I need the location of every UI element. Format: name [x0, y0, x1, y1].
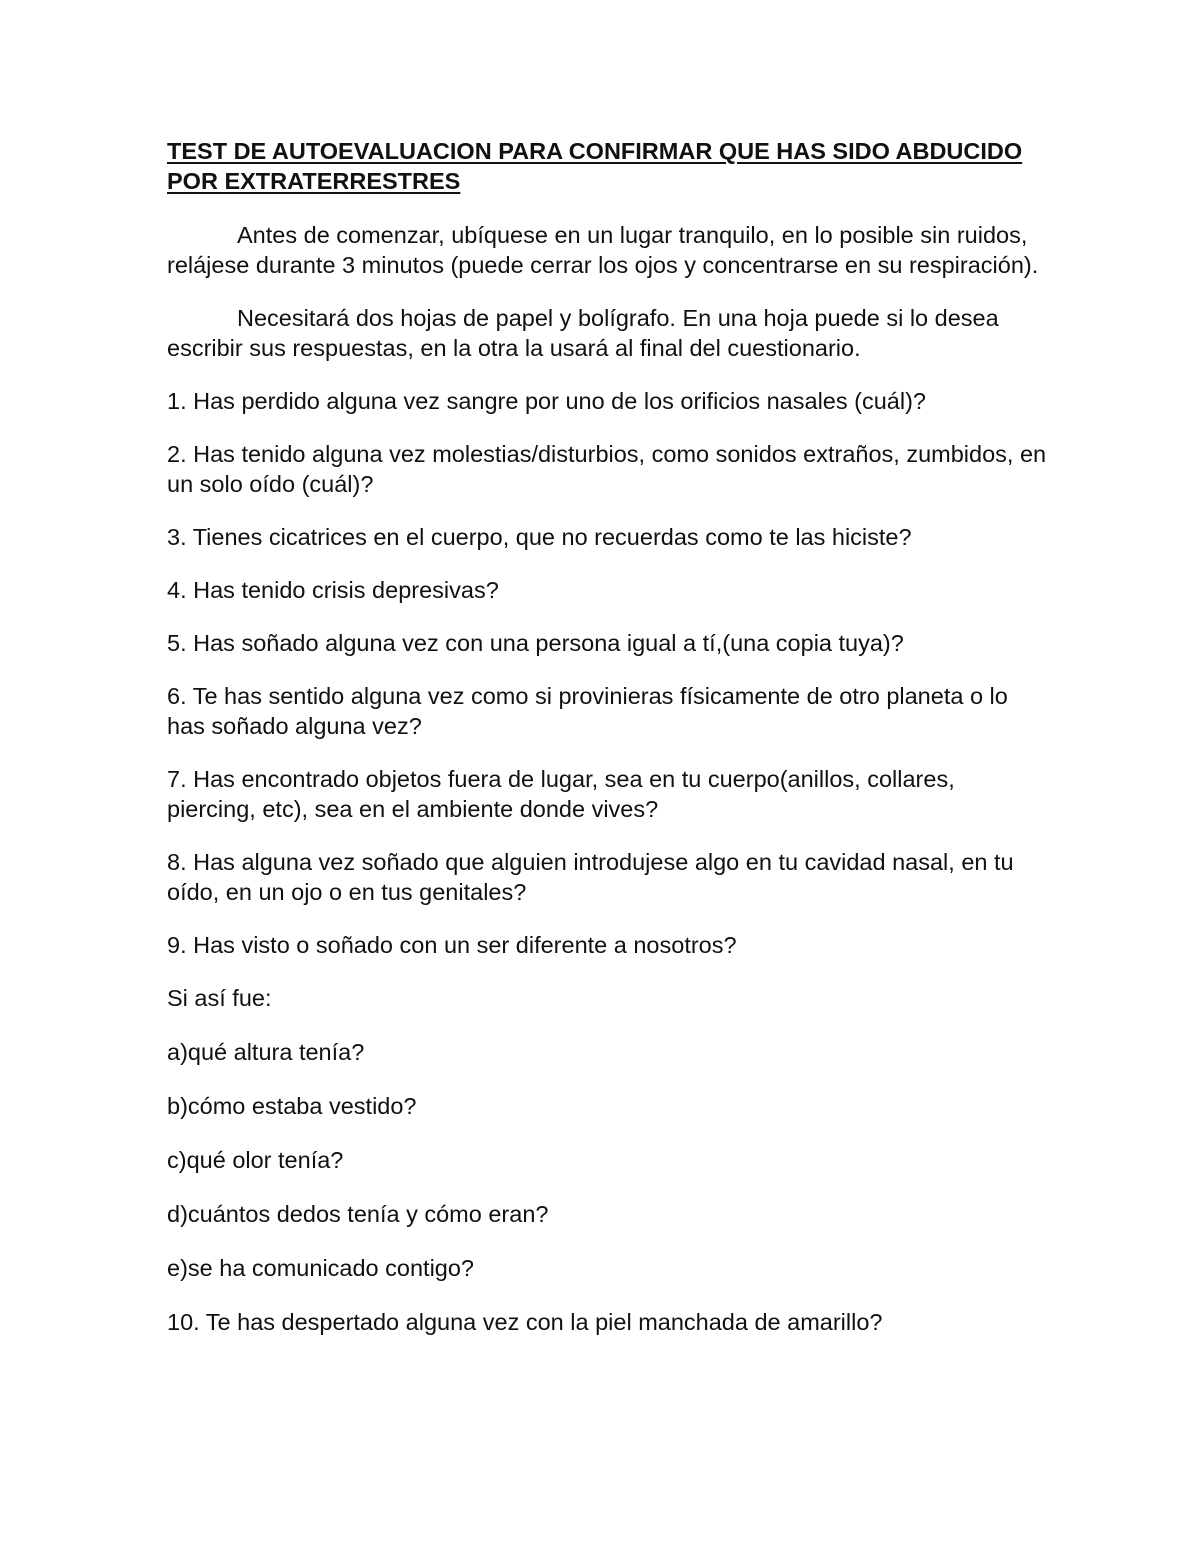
question-3: 3. Tienes cicatrices en el cuerpo, que no recuerdas como te las hiciste? — [167, 524, 912, 550]
follow-up-e: e)se ha comunicado contigo? — [167, 1255, 475, 1281]
question-4: 4. Has tenido crisis depresivas? — [167, 577, 499, 603]
document-page — [167, 136, 1047, 1360]
question-2: 2. Has tenido alguna vez molestias/disturbios, como sonidos extraños, zumbidos, en un solo oído (cuál)? — [167, 441, 1047, 497]
document-title: TEST DE AUTOEVALUACION PARA CONFIRMAR QUE HAS SIDO ABDUCIDO POR EXTRATERRESTRES — [167, 138, 1023, 194]
intro-paragraph-1: Antes de comenzar, ubíquese en un lugar tranquilo, en lo posible sin ruidos, relájese durante 3 minutos (puede cerrar los ojos y concentrarse en su respiración). — [167, 222, 1039, 278]
question-7: 7. Has encontrado objetos fuera de lugar, sea en tu cuerpo(anillos, collares, piercing, etc), sea en el ambiente donde vives? — [167, 766, 955, 822]
question-6: 6. Te has sentido alguna vez como si provinieras físicamente de otro planeta o lo has soñado alguna vez? — [167, 683, 1008, 739]
follow-up-b: b)cómo estaba vestido? — [167, 1093, 417, 1119]
follow-up-intro: Si así fue: — [167, 985, 272, 1011]
follow-up-c: c)qué olor tenía? — [167, 1147, 344, 1173]
follow-up-a: a)qué altura tenía? — [167, 1039, 365, 1065]
intro-paragraph-2: Necesitará dos hojas de papel y bolígrafo. En una hoja puede si lo desea escribir sus respuestas, en la otra la usará al final del cuestionario. — [167, 305, 999, 361]
question-9: 9. Has visto o soñado con un ser diferente a nosotros? — [167, 932, 737, 958]
question-5: 5. Has soñado alguna vez con una persona igual a tí,(una copia tuya)? — [167, 630, 904, 656]
question-1: 1. Has perdido alguna vez sangre por uno de los orificios nasales (cuál)? — [167, 388, 926, 414]
question-10: 10. Te has despertado alguna vez con la piel manchada de amarillo? — [167, 1309, 883, 1335]
follow-up-d: d)cuántos dedos tenía y cómo eran? — [167, 1201, 549, 1227]
question-8: 8. Has alguna vez soñado que alguien introdujese algo en tu cavidad nasal, en tu oído, en un ojo o en tus genitales? — [167, 849, 1014, 905]
